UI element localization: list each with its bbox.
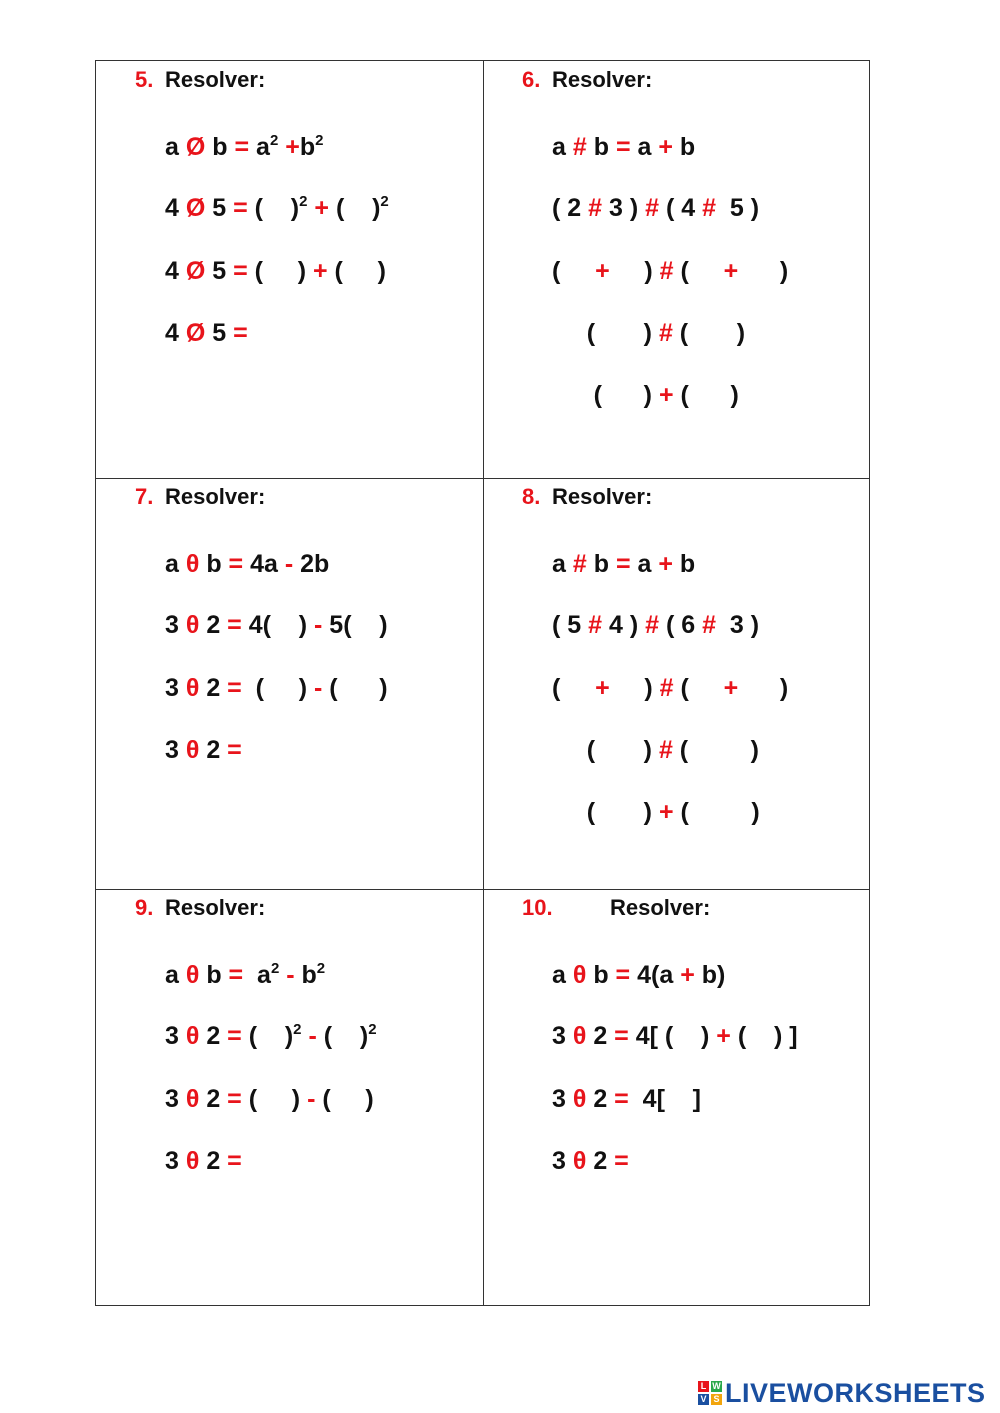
exponent: 2: [316, 960, 326, 977]
operator-symbol: =: [614, 1085, 629, 1113]
equation-line: [165, 611, 388, 640]
equation-line: [552, 1147, 629, 1176]
equation-text: b: [672, 550, 696, 578]
equation-line: [552, 736, 759, 765]
equation-text: 3: [165, 1147, 186, 1175]
equation-text: ( ): [241, 1085, 308, 1113]
equation-text: 3: [552, 1022, 573, 1050]
equation-text: 3: [165, 736, 186, 764]
equation-text: ( ): [327, 257, 386, 285]
equation-text: 2: [199, 736, 228, 764]
equation-line: [552, 257, 788, 286]
operator-symbol: Ø: [185, 194, 206, 222]
operator-symbol: +: [658, 133, 673, 161]
equation-text: 2: [199, 1022, 228, 1050]
exercise-8: [483, 478, 870, 895]
equation-text: a: [249, 133, 270, 161]
equation-text: b: [586, 550, 616, 578]
operator-symbol: -: [284, 550, 294, 578]
equation-text: 4(a: [630, 961, 681, 989]
equation-text: 5( ): [322, 611, 388, 639]
equation-text: a: [552, 133, 573, 161]
operator-symbol: #: [659, 257, 674, 285]
operator-symbol: =: [227, 736, 242, 764]
equation-line: [552, 961, 725, 990]
operator-symbol: -: [307, 1085, 316, 1113]
equation-text: ( ): [552, 319, 659, 347]
operator-symbol: +: [658, 550, 673, 578]
equation-line: [165, 1022, 377, 1051]
operator-symbol: θ: [185, 1085, 200, 1113]
equation-text: a: [630, 550, 659, 578]
operator-symbol: θ: [185, 961, 200, 989]
operator-symbol: =: [228, 550, 244, 578]
operator-symbol: θ: [185, 736, 200, 764]
exercise-5: [96, 61, 483, 478]
equation-line: [165, 674, 388, 703]
equation-text: 3: [165, 1022, 186, 1050]
operator-symbol: +: [658, 381, 674, 409]
equation-text: a: [552, 961, 573, 989]
equation-text: 2: [199, 1147, 228, 1175]
exponent: 2: [315, 132, 324, 149]
equation-text: ): [609, 674, 660, 702]
equation-text: a: [630, 133, 659, 161]
exercise-number: 6.: [522, 67, 541, 92]
equation-text: ( ): [552, 798, 659, 826]
operator-symbol: +: [658, 798, 674, 826]
exercise-7: [96, 478, 483, 895]
exercise-9: [96, 889, 483, 1307]
operator-symbol: -: [286, 961, 295, 989]
operator-symbol: =: [615, 550, 631, 578]
equation-line: [552, 194, 759, 223]
equation-text: ( 2: [552, 194, 589, 222]
worksheet-grid: [95, 60, 870, 1306]
equation-text: (: [673, 674, 724, 702]
equation-text: b): [694, 961, 726, 989]
equation-text: 5: [205, 257, 234, 285]
equation-text: ( ): [322, 674, 388, 702]
equation-text: 5: [205, 319, 234, 347]
operator-symbol: +: [723, 674, 739, 702]
operator-symbol: #: [588, 194, 603, 222]
exercise-number: 7.: [135, 484, 154, 509]
equation-text: a: [552, 550, 573, 578]
equation-text: 3 ): [716, 611, 760, 639]
equation-text: 2: [586, 1022, 615, 1050]
equation-text: b: [199, 961, 229, 989]
exercise-number: 5.: [135, 67, 154, 92]
exponent: 2: [380, 193, 389, 210]
equation-line: [165, 961, 325, 990]
equation-line: [165, 133, 323, 162]
operator-symbol: =: [227, 1085, 242, 1113]
equation-text: (: [552, 257, 596, 285]
exercise-title: Resolver:: [165, 67, 266, 92]
equation-line: [552, 611, 759, 640]
exercise-title: Resolver:: [610, 895, 711, 920]
equation-text: 3: [552, 1085, 573, 1113]
equation-text: ( ): [329, 194, 381, 222]
equation-text: ( ): [673, 381, 739, 409]
equation-line: [165, 1085, 374, 1114]
equation-line: [552, 550, 695, 579]
exercise-title: Resolver:: [552, 484, 653, 509]
operator-symbol: =: [615, 133, 631, 161]
operator-symbol: =: [233, 194, 248, 222]
equation-text: ( ): [672, 736, 759, 764]
equation-text: ( ): [673, 798, 760, 826]
equation-line: [165, 550, 329, 579]
operator-symbol: =: [233, 257, 248, 285]
operator-symbol: +: [314, 194, 330, 222]
equation-line: [552, 1022, 798, 1051]
operator-symbol: θ: [185, 550, 200, 578]
equation-line: [552, 381, 739, 410]
equation-text: 3: [165, 1085, 186, 1113]
equation-text: ( ): [247, 257, 313, 285]
equation-text: (: [552, 674, 596, 702]
equation-text: ): [738, 674, 789, 702]
operator-symbol: +: [595, 674, 610, 702]
operator-symbol: =: [614, 1022, 629, 1050]
equation-text: 4[ ( ): [628, 1022, 717, 1050]
equation-text: ( ): [552, 736, 659, 764]
operator-symbol: Ø: [185, 257, 206, 285]
operator-symbol: =: [227, 1022, 242, 1050]
equation-text: 4: [165, 194, 186, 222]
exponent: 2: [293, 1021, 302, 1038]
equation-text: 2: [586, 1147, 615, 1175]
logo-mark-icon: L W V S: [698, 1381, 722, 1405]
equation-text: a: [165, 550, 186, 578]
equation-text: 5 ): [716, 194, 760, 222]
exponent: 2: [270, 960, 280, 977]
equation-text: 4: [165, 319, 186, 347]
equation-text: ): [609, 257, 660, 285]
equation-text: a: [165, 133, 186, 161]
operator-symbol: #: [702, 611, 716, 639]
equation-line: [552, 319, 745, 348]
exercise-number: 9.: [135, 895, 154, 920]
equation-text: ( ): [241, 1022, 294, 1050]
equation-line: [552, 1085, 701, 1114]
exercise-number: 8.: [522, 484, 541, 509]
equation-text: 2b: [293, 550, 330, 578]
equation-text: ( ): [672, 319, 746, 347]
operator-symbol: #: [645, 194, 660, 222]
exercise-title: Resolver:: [165, 895, 266, 920]
operator-symbol: #: [645, 611, 660, 639]
operator-symbol: Ø: [185, 133, 206, 161]
equation-text: b: [672, 133, 696, 161]
equation-line: [552, 133, 695, 162]
operator-symbol: =: [228, 961, 244, 989]
operator-symbol: θ: [185, 1022, 200, 1050]
equation-text: 4 ): [602, 611, 646, 639]
equation-text: 2: [199, 1085, 228, 1113]
equation-text: 3: [165, 611, 186, 639]
operator-symbol: θ: [185, 611, 200, 639]
equation-text: b: [199, 550, 229, 578]
operator-symbol: -: [314, 674, 323, 702]
equation-text: 2: [199, 611, 228, 639]
equation-text: ( ): [241, 674, 314, 702]
equation-text: ): [738, 257, 789, 285]
operator-symbol: =: [227, 611, 242, 639]
operator-symbol: +: [595, 257, 610, 285]
equation-line: [165, 736, 242, 765]
exercise-10: [483, 889, 870, 1307]
equation-text: (: [673, 257, 724, 285]
equation-text: b: [294, 961, 317, 989]
operator-symbol: θ: [572, 1085, 587, 1113]
operator-symbol: =: [614, 1147, 629, 1175]
operator-symbol: -: [314, 611, 323, 639]
equation-line: [165, 257, 386, 286]
equation-text: 4( ): [241, 611, 315, 639]
exercise-title: Resolver:: [165, 484, 266, 509]
exercise-6: [483, 61, 870, 478]
equation-text: 2: [586, 1085, 615, 1113]
logo-text: LIVEWORKSHEETS: [725, 1377, 986, 1408]
equation-text: 3 ): [602, 194, 646, 222]
operator-symbol: -: [308, 1022, 317, 1050]
operator-symbol: =: [227, 1147, 242, 1175]
equation-text: ( ): [316, 1022, 369, 1050]
equation-text: b: [586, 133, 616, 161]
exponent: 2: [299, 193, 308, 210]
equation-text: a: [165, 961, 186, 989]
operator-symbol: θ: [185, 1147, 200, 1175]
equation-text: 2: [199, 674, 228, 702]
equation-text: ( ) ]: [730, 1022, 798, 1050]
operator-symbol: +: [716, 1022, 731, 1050]
operator-symbol: Ø: [185, 319, 206, 347]
equation-text: 4[ ]: [628, 1085, 702, 1113]
exponent: 2: [269, 132, 279, 149]
equation-line: [165, 194, 389, 223]
equation-line: [165, 1147, 242, 1176]
equation-text: 5: [205, 194, 234, 222]
operator-symbol: +: [680, 961, 695, 989]
operator-symbol: θ: [572, 1147, 587, 1175]
operator-symbol: θ: [572, 1022, 587, 1050]
equation-line: [165, 319, 248, 348]
equation-line: [552, 798, 760, 827]
operator-symbol: #: [658, 319, 673, 347]
operator-symbol: =: [615, 961, 631, 989]
equation-line: [552, 674, 788, 703]
operator-symbol: #: [588, 611, 603, 639]
equation-text: ( 6: [659, 611, 703, 639]
equation-text: ( 4: [659, 194, 703, 222]
equation-text: b: [586, 961, 616, 989]
operator-symbol: =: [227, 674, 242, 702]
equation-text: a: [243, 961, 271, 989]
equation-text: 3: [552, 1147, 573, 1175]
equation-text: b: [299, 133, 316, 161]
operator-symbol: =: [234, 133, 250, 161]
operator-symbol: #: [658, 736, 673, 764]
exercise-number: 10.: [522, 895, 553, 920]
operator-symbol: #: [572, 550, 587, 578]
equation-text: ( ): [247, 194, 300, 222]
equation-text: 4: [165, 257, 186, 285]
operator-symbol: +: [285, 133, 300, 161]
operator-symbol: #: [572, 133, 587, 161]
operator-symbol: =: [233, 319, 248, 347]
operator-symbol: +: [313, 257, 328, 285]
operator-symbol: #: [659, 674, 674, 702]
equation-text: ( ): [552, 381, 659, 409]
operator-symbol: θ: [572, 961, 587, 989]
equation-text: b: [205, 133, 235, 161]
exponent: 2: [368, 1021, 377, 1038]
operator-symbol: θ: [185, 674, 200, 702]
exercise-title: Resolver:: [552, 67, 653, 92]
equation-text: ( 5: [552, 611, 589, 639]
equation-text: ( ): [315, 1085, 374, 1113]
operator-symbol: #: [702, 194, 716, 222]
equation-text: 3: [165, 674, 186, 702]
liveworksheets-logo: [698, 1375, 986, 1411]
equation-text: 4a: [243, 550, 285, 578]
operator-symbol: +: [723, 257, 739, 285]
